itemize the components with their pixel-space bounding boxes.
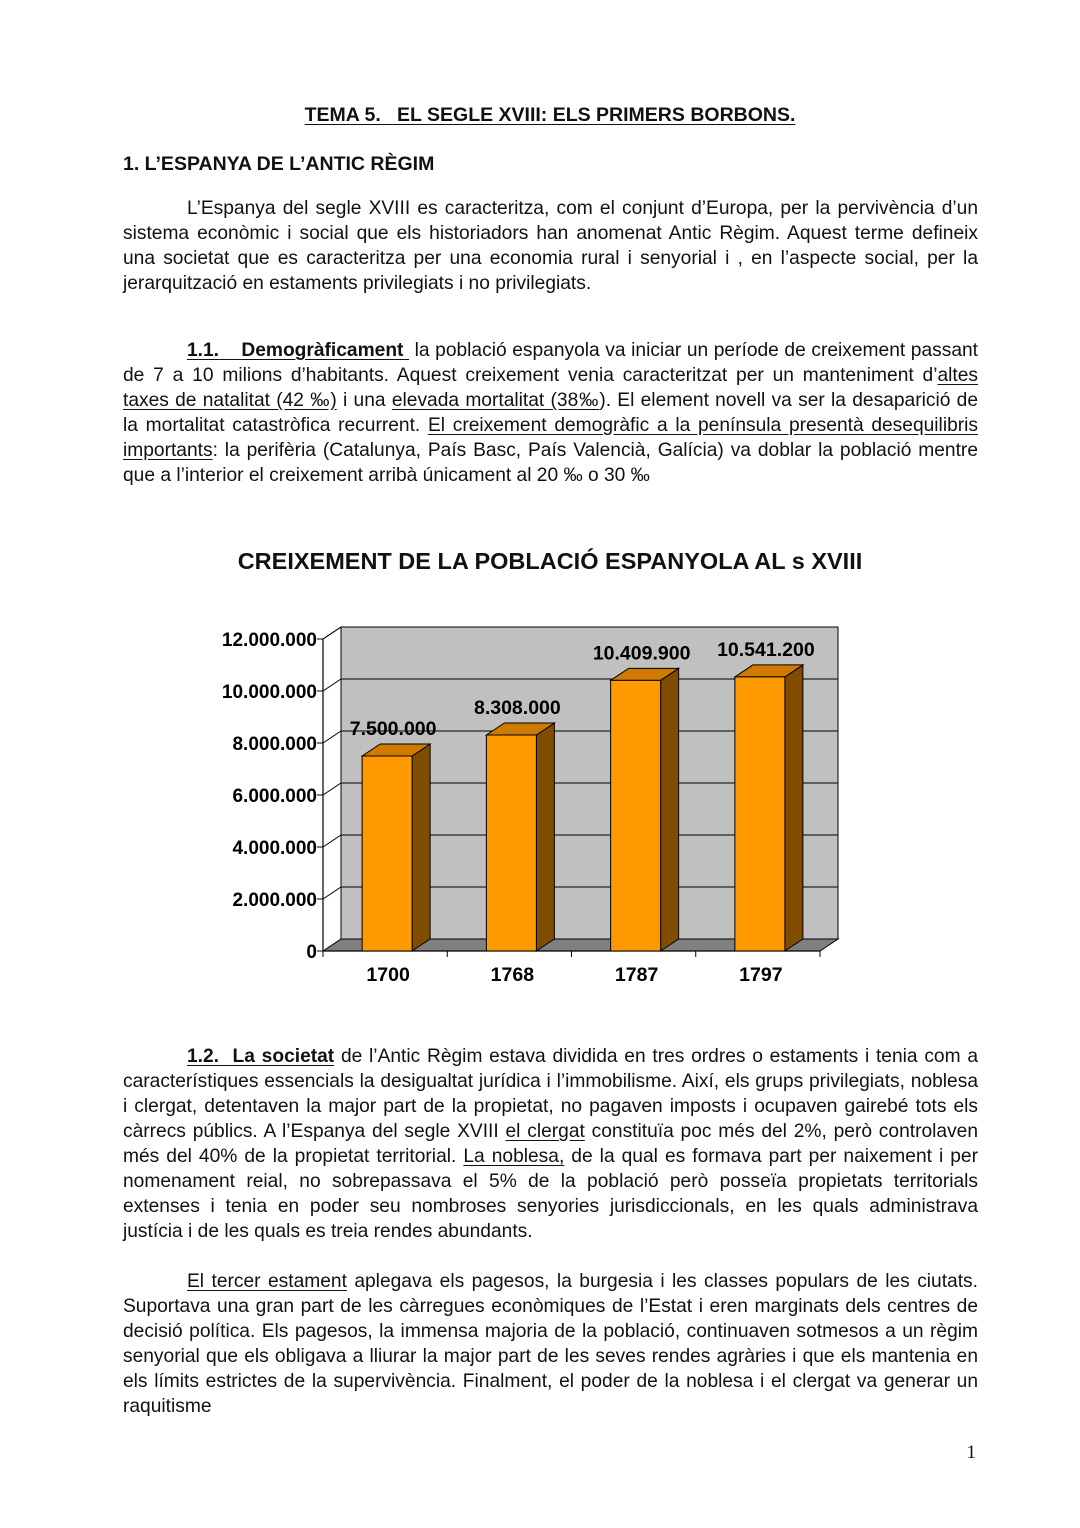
paragraph-intro bbox=[123, 196, 978, 296]
bar-side bbox=[412, 744, 430, 951]
paragraph-text: constituïa poc més del 2%, però controlaven més del 40% de la propietat territorial. bbox=[123, 1121, 978, 1167]
paragraph-text: de la qual es formava part per naixement i per nomenament reial, no sobrepassava el 5% de la població però posseïa propietats territorials extenses i tenia en poder seu nombroses senyories jurisdiccionals, en les quals administrava justícia i de les quals es treia rendes abundants. bbox=[123, 1146, 978, 1242]
page-title: TEMA 5. EL SEGLE XVIII: ELS PRIMERS BORBONS. bbox=[304, 104, 796, 126]
y-tick-label: 2.000.000 bbox=[232, 890, 317, 911]
y-tick-label: 10.000.000 bbox=[221, 682, 317, 703]
bar bbox=[362, 756, 412, 951]
x-tick-label: 1768 bbox=[490, 964, 535, 986]
subsection-number: 1.1. bbox=[187, 340, 220, 361]
section-heading: 1. L’ESPANYA DE L’ANTIC RÈGIM bbox=[123, 153, 435, 175]
bar-side bbox=[661, 668, 679, 951]
data-label: 10.409.900 bbox=[592, 642, 691, 665]
bar-side bbox=[785, 665, 803, 951]
chart-title: CREIXEMENT DE LA POBLACIÓ ESPANYOLA AL s XVIII bbox=[237, 548, 863, 574]
data-label: 10.541.200 bbox=[717, 638, 815, 661]
underlined-phrase: La noblesa, bbox=[463, 1146, 565, 1167]
paragraph-text: i una bbox=[336, 390, 392, 411]
paragraph-text: la població espanyola va iniciar un període de creixement passant de 7 a 10 milions d’habitants. Aquest creixement venia caracteritzat per un manteniment d’ bbox=[123, 340, 978, 386]
bar bbox=[611, 680, 661, 951]
subsection-heading: Demogràficament bbox=[241, 340, 404, 361]
underlined-phrase: altes taxes de natalitat (42 ‰) bbox=[123, 365, 978, 411]
underlined-phrase: El tercer estament bbox=[187, 1271, 347, 1292]
bar-side bbox=[536, 723, 554, 951]
x-tick-label: 1700 bbox=[366, 964, 410, 986]
x-tick-label: 1797 bbox=[739, 964, 783, 986]
page-number: 1 bbox=[966, 1442, 976, 1463]
paragraph-text: aplegava els pagesos, la burgesia i les classes populars de les ciutats. Suportava una gran part de les càrregues econòmiques de l’Estat i eren marginats dels centres de decisió política. Els pagesos, la immensa majoria de la població, continuaven sotmesos a un règim senyorial que els obligava a lliurar la major part de les seves rendes agràries i que els mantenia en els límits estrictes de la supervivència. Finalment, el poder de la noblesa i el clergat va generar un raquitisme bbox=[123, 1271, 978, 1417]
paragraph-text: ). El element novell va ser la desaparició de la mortalitat catastròfica recurrent. bbox=[123, 390, 978, 436]
y-tick-label: 0 bbox=[306, 942, 317, 963]
subsection-heading: La societat bbox=[232, 1046, 335, 1067]
population-bar-chart bbox=[200, 615, 860, 995]
underlined-phrase: El creixement demogràfic a la península presentà desequilibris importants bbox=[123, 415, 979, 461]
y-tick-label: 8.000.000 bbox=[232, 734, 317, 755]
bar bbox=[486, 735, 536, 951]
y-tick-label: 4.000.000 bbox=[232, 838, 317, 859]
y-tick-label: 6.000.000 bbox=[232, 786, 317, 807]
x-tick-label: 1787 bbox=[614, 964, 659, 986]
paragraph-demography bbox=[123, 338, 978, 488]
y-tick-label: 12.000.000 bbox=[221, 630, 317, 651]
data-label: 8.308.000 bbox=[473, 696, 561, 719]
data-label: 7.500.000 bbox=[349, 718, 437, 740]
paragraph-intro-text: L’Espanya del segle XVIII es caracteritza, com el conjunt d’Europa, per la pervivència d’un sistema econòmic i social que els historiadors han anomenat Antic Règim. Aquest terme defineix una societat que es caracteritza per una economia rural i senyorial i , en l’aspecte social, per la jerarquització en estaments privilegiats i no privilegiats. bbox=[123, 198, 978, 294]
subsection-number: 1.2. bbox=[187, 1046, 220, 1067]
paragraph-society bbox=[123, 1044, 978, 1244]
underlined-phrase: elevada mortalitat (38‰ bbox=[391, 390, 600, 411]
paragraph-text: : la perifèria (Catalunya, País Basc, País Valencià, Galícia) va doblar la població mentre que a l’interior el creixement arribà únicament al 20 ‰ o 30 ‰ bbox=[123, 440, 978, 486]
paragraph-text: de l’Antic Règim estava dividida en tres ordres o estaments i tenia com a característiques essencials la desigualtat jurídica i l’immobilisme. Així, els grups privilegiats, noblesa i clergat, detentaven la major part de la propietat, no pagaven imposts i ocupaven gairebé tots els càrrecs públics. A l’Espanya del segle XVIII bbox=[123, 1046, 978, 1142]
bar bbox=[735, 677, 785, 951]
underlined-phrase: el clergat bbox=[505, 1121, 585, 1142]
paragraph-third-estate bbox=[123, 1269, 978, 1419]
